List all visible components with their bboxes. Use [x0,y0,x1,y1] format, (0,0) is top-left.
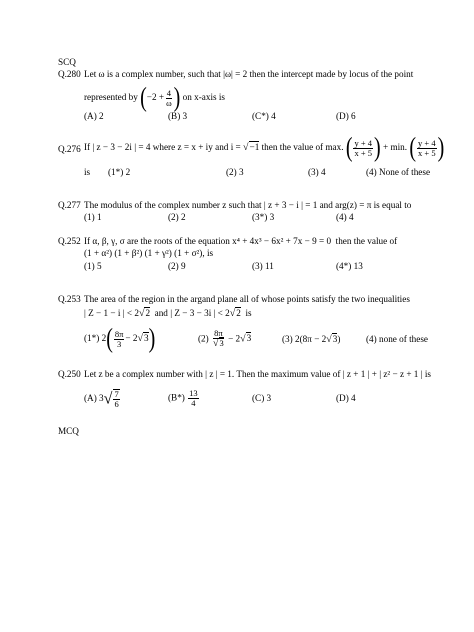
option-3: (3) 11 [252,261,274,271]
option-2: (2) 3 [226,167,244,177]
question-text: Let ω is a complex number, such that |ω| = 2 then the intercept made by locus of the point [84,69,414,79]
question-250 [58,369,458,429]
option-1: (1*) 2 [108,167,131,177]
option-a: (A) 3√ $\frac{7}{6}$ [84,389,119,409]
section-header-mcq: MCQ [58,426,79,436]
question-text-line2: (1 + α²) (1 + β²) (1 + γ²) (1 + σ²), is [84,248,214,258]
question-text: The area of the region in the argand plane all of whose points satisfy the two inequalities [84,294,410,304]
fraction: $\frac{4}{\omega}$ [166,87,172,108]
fraction: $\frac{y + 4}{x + 5}$ [354,137,373,158]
right-paren: ) [173,83,181,113]
question-number: Q.276 [58,144,81,154]
option-3: (3) 4 [308,167,326,177]
fraction: $\frac{y + 4}{x + 5}$ [418,137,436,158]
question-text: If | z − 3 − 2i | = 4 where z = x + iy and i = √−1 then the value of max. ( $\frac{y + 4}{x + 5}$ ) + min. ( $\frac{y + 4}{x + 5}$ ) [84,133,445,163]
question-276 [58,133,458,182]
question-text-line2: | Z − 1 − i | < 2√2 and | Z − 3 − 3i | < 2√2 is [84,308,252,319]
question-number: Q.277 [58,200,81,210]
option-2: (2) $\frac{8\pi}{√3}$ − 2√3 [198,328,252,349]
option-1: (1) 5 [84,261,102,271]
option-a: (A) 2 [84,111,104,121]
left-paren: ( [140,83,147,113]
option-4: (4) none of these [366,334,428,344]
option-1: (1) 1 [84,212,102,222]
question-277 [58,200,458,226]
option-4: (4*) 13 [336,261,363,271]
question-252 [58,236,458,276]
option-d: (D) 4 [336,393,356,403]
option-c: (C*) 4 [252,111,276,121]
question-number: Q.252 [58,236,81,246]
question-text-line2: represented by (−2 + $\frac{4}{\omega}$ ) on x-axis is [84,83,226,113]
question-number: Q.253 [58,294,81,304]
option-2: (2) 9 [168,261,186,271]
option-2: (2) 2 [168,212,186,222]
option-d: (D) 6 [336,111,356,121]
question-text: Let z be a complex number with | z | = 1. Then the maximum value of | z + 1 | + | z² − z + 1 | is [84,369,431,379]
question-number: Q.280 [58,69,81,79]
question-number: Q.250 [58,369,81,379]
option-b: (B) 3 [168,111,188,121]
option-4: (4) None of these [366,167,431,177]
section-header-scq: SCQ [58,57,76,67]
option-c: (C) 3 [252,393,272,403]
question-253 [58,294,458,360]
question-text: If α, β, γ, σ are the roots of the equation x⁴ + 4x³ − 6x² + 7x − 9 = 0 then the value of [84,236,398,246]
option-b: (B*) $\frac{13}{4}$ [168,388,198,408]
option-1: (1*) 2( $\frac{8\pi}{3}$ − 2√3) [84,324,156,354]
equation: ⁴ + 4x³ − 6x² + 7x − 9 = 0 [236,236,332,246]
option-3: (3*) 3 [252,212,275,222]
option-4: (4) 4 [336,212,354,222]
question-text: The modulus of the complex number z such that | z + 3 − i | = 1 and arg(z) = π is equal to [84,200,412,210]
question-280 [58,69,458,129]
question-text-is: is [84,167,91,177]
option-3: (3) 2(8π − 2√3) [282,334,341,345]
